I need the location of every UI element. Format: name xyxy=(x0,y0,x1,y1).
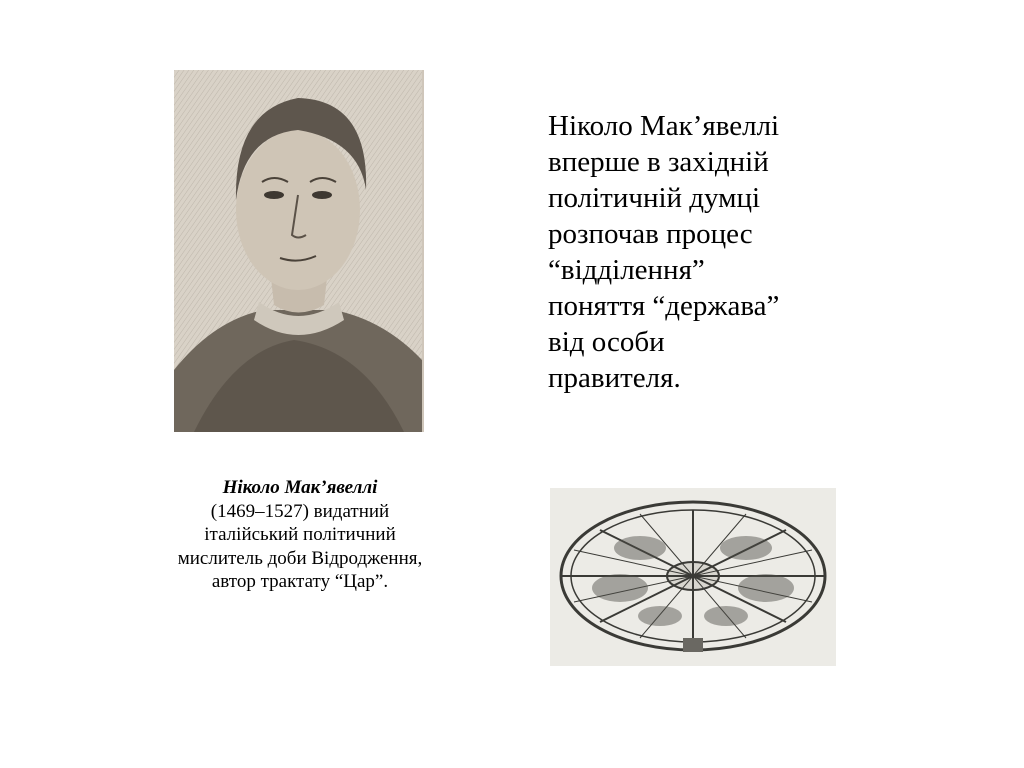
quote-text xyxy=(544,108,864,396)
caption-line: (1469–1527) видатний xyxy=(210,500,390,522)
city-plan-image xyxy=(550,488,836,666)
quote-line: правителя. xyxy=(548,362,681,394)
portrait-caption xyxy=(146,476,454,594)
caption-line: мислитель доби Відродження, xyxy=(177,547,423,569)
quote-line: розпочав процес xyxy=(548,218,753,250)
quote-line: від особи xyxy=(548,326,665,358)
portrait-image xyxy=(174,70,424,432)
quote-line: Ніколо Мак’явеллі xyxy=(548,110,780,142)
quote-line: політичній думці xyxy=(548,182,761,214)
quote-line: вперше в західній xyxy=(548,146,769,178)
caption-line: італійський політичний xyxy=(204,524,396,545)
quote-line: “відділення” xyxy=(548,254,705,286)
caption-line: автор трактату “Цар”. xyxy=(211,571,389,592)
caption-name: Ніколо Мак’явеллі xyxy=(222,477,378,498)
quote-line: поняття “держава” xyxy=(548,290,780,322)
